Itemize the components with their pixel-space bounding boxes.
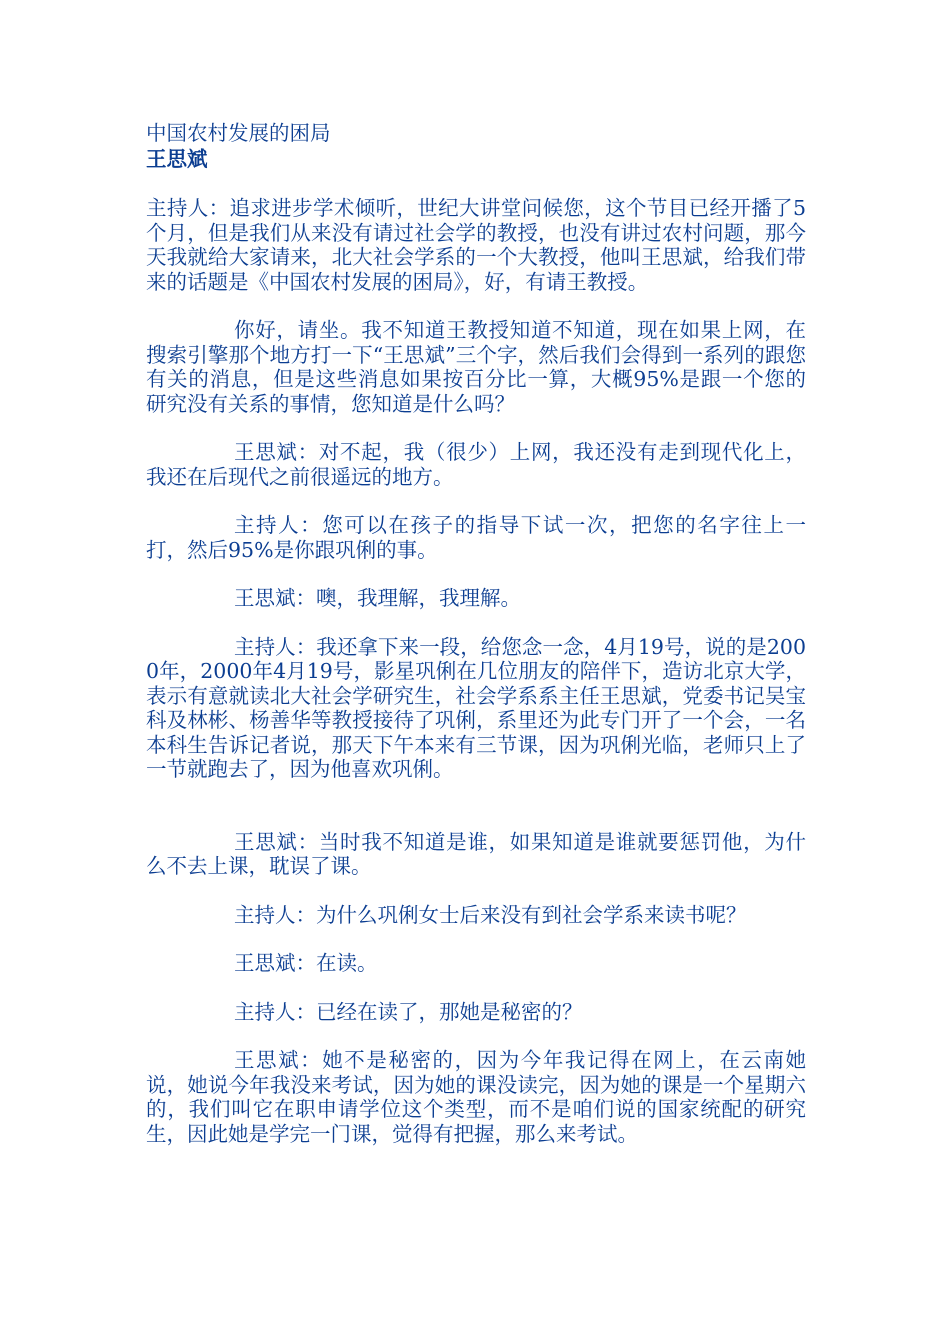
paragraph-wang-understand: 王思斌：噢，我理解，我理解。 bbox=[234, 586, 521, 610]
paragraph-wang-internet: 王思斌：对不起，我（很少）上网，我还没有走到现代化上，我还在后现代之前很遥远的地方。 bbox=[146, 440, 806, 489]
document-author: 王思斌 bbox=[146, 147, 208, 171]
paragraph-host-search: 你好，请坐。我不知道王教授知道不知道，现在如果上网，在搜索引擎那个地方打一下“王思斌”三个字，然后我们会得到一系列的跟您有关的消息，但是这些消息如果按百分比一算，大概95%是跟一个您的研究没有关系的事情，您知道是什么吗？ bbox=[146, 318, 806, 416]
document-body bbox=[146, 120, 806, 1170]
paragraph-host-news: 主持人：我还拿下来一段，给您念一念，4月19号，说的是2000年，2000年4月19号，影星巩俐在几位朋友的陪伴下，造访北京大学，表示有意就读北大社会学研究生，社会学系系主任王思斌，党委书记吴宝科及林彬、杨善华等教授接待了巩俐，系里还为此专门开了一个会，一名本科生告诉记者说，那天下午本来有三节课，因为巩俐光临，老师只上了一节就跑去了，因为他喜欢巩俐。 bbox=[146, 634, 806, 781]
document-title: 中国农村发展的困局 bbox=[146, 121, 331, 145]
paragraph-wang-punish: 王思斌：当时我不知道是谁，如果知道是谁就要惩罚他，为什么不去上课，耽误了课。 bbox=[146, 829, 806, 878]
paragraph-host-intro: 主持人：追求进步学术倾听，世纪大讲堂问候您，这个节目已经开播了5个月，但是我们从来没有请过社会学的教授，也没有讲过农村问题，那今天我就给大家请来，北大社会学系的一个大教授，他叫王思斌，给我们带来的话题是《中国农村发展的困局》，好，有请王教授。 bbox=[146, 196, 806, 294]
paragraph-wang-studying: 王思斌：在读。 bbox=[234, 951, 378, 975]
paragraph-host-why: 主持人：为什么巩俐女士后来没有到社会学系来读书呢？ bbox=[234, 902, 747, 927]
paragraph-wang-explain: 王思斌：她不是秘密的，因为今年我记得在网上，在云南她说，她说今年我没来考试，因为她的课没读完，因为她的课是一个星期六的，我们叫它在职申请学位这个类型，而不是咱们说的国家统配的研究生，因此她是学完一门课，觉得有把握，那么来考试。 bbox=[146, 1048, 806, 1146]
paragraph-host-secret: 主持人：已经在读了，那她是秘密的？ bbox=[234, 999, 583, 1024]
paragraph-host-try: 主持人：您可以在孩子的指导下试一次，把您的名字往上一打，然后95%是你跟巩俐的事。 bbox=[146, 513, 806, 562]
